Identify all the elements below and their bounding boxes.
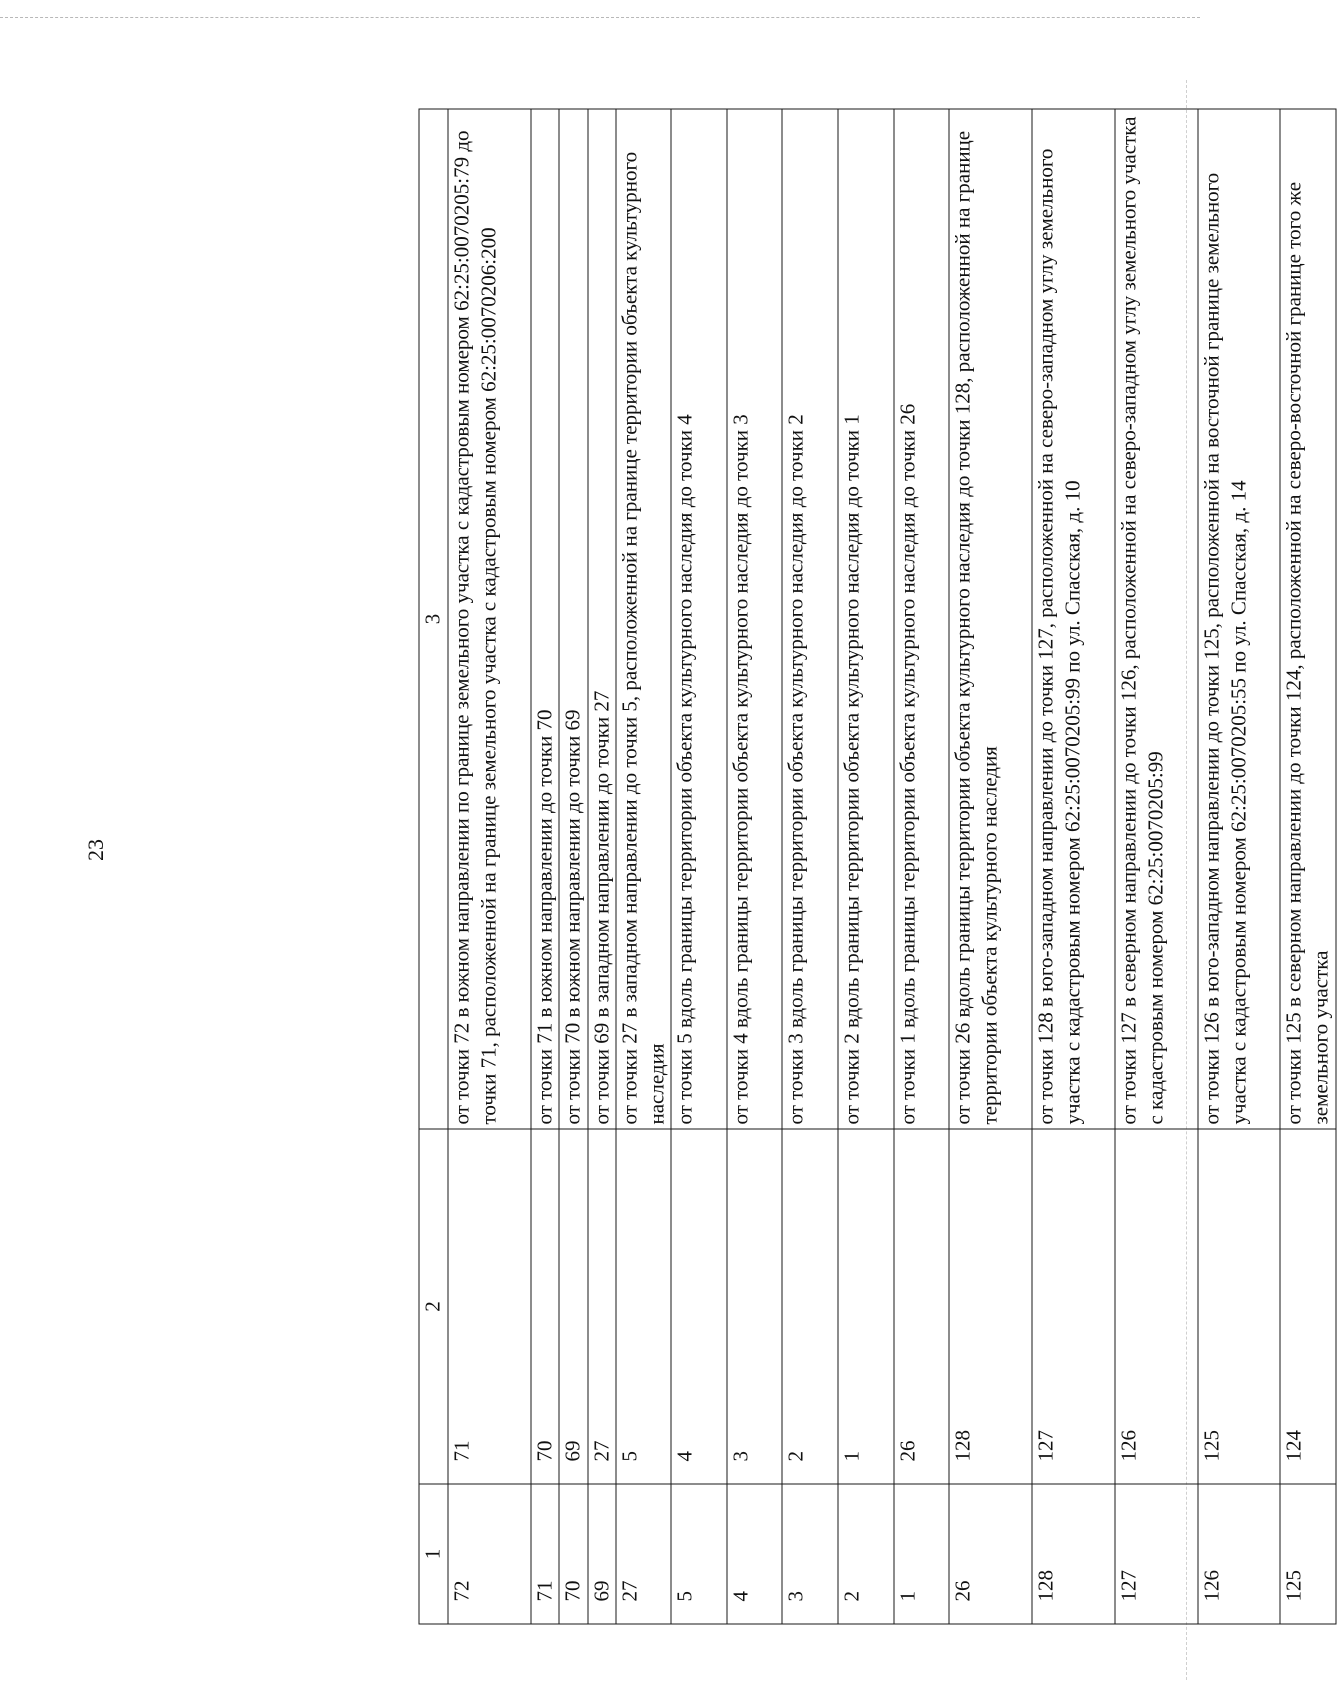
column-header-2: 2 — [419, 1129, 448, 1484]
description-cell: от точки 125 в северном направлении до точки 124, расположенной на северо-восточной границе того же земельного участка — [1280, 109, 1336, 1129]
table-row — [588, 109, 616, 1624]
point-to-cell: 5 — [616, 1129, 672, 1484]
point-from-cell: 4 — [727, 1484, 783, 1624]
point-to-cell: 70 — [531, 1129, 559, 1484]
point-from-cell: 2 — [838, 1484, 894, 1624]
point-from-cell: 69 — [588, 1484, 616, 1624]
column-header-3: 3 — [419, 109, 448, 1129]
table-row — [838, 109, 894, 1624]
point-to-cell: 4 — [671, 1129, 727, 1484]
column-header-1: 1 — [419, 1484, 448, 1624]
point-from-cell: 127 — [1115, 1484, 1198, 1624]
point-from-cell: 1 — [894, 1484, 950, 1624]
boundary-table — [419, 109, 1337, 1625]
table-row — [1280, 109, 1336, 1624]
description-cell: от точки 2 вдоль границы территории объекта культурного наследия до точки 1 — [838, 109, 894, 1129]
point-from-cell: 125 — [1280, 1484, 1336, 1624]
table-row — [949, 109, 1032, 1624]
description-cell: от точки 4 вдоль границы территории объекта культурного наследия до точки 3 — [727, 109, 783, 1129]
table-row — [1032, 109, 1115, 1624]
table-row — [782, 109, 838, 1624]
description-cell: от точки 3 вдоль границы территории объекта культурного наследия до точки 2 — [782, 109, 838, 1129]
point-from-cell: 3 — [782, 1484, 838, 1624]
table-row — [448, 109, 531, 1624]
description-cell: от точки 126 в юго-западном направлении до точки 125, расположенной на восточной границе земельного участка с кадастровым номером 62:25:0070205:55 по ул. Спасская, д. 14 — [1198, 109, 1281, 1129]
point-to-cell: 128 — [949, 1129, 1032, 1484]
description-cell: от точки 128 в юго-западном направлении до точки 127, расположенной на северо-западном углу земельного участка с кадастровым номером 62:25:0070205:99 по ул. Спасская, д. 10 — [1032, 109, 1115, 1129]
boundary-table-container — [419, 110, 1337, 1625]
description-cell: от точки 127 в северном направлении до точки 126, расположенной на северо-западном углу земельного участка с кадастровым номером 62:25:0070205:99 — [1115, 109, 1198, 1129]
point-from-cell: 71 — [531, 1484, 559, 1624]
point-to-cell: 26 — [894, 1129, 950, 1484]
point-to-cell: 127 — [1032, 1129, 1115, 1484]
point-from-cell: 26 — [949, 1484, 1032, 1624]
point-to-cell: 71 — [448, 1129, 531, 1484]
point-to-cell: 125 — [1198, 1129, 1281, 1484]
point-from-cell: 128 — [1032, 1484, 1115, 1624]
point-to-cell: 27 — [588, 1129, 616, 1484]
table-row — [1198, 109, 1281, 1624]
point-to-cell: 126 — [1115, 1129, 1198, 1484]
description-cell: от точки 72 в южном направлении по границе земельного участка с кадастровым номером 62:25:0070205:79 до точки 71, расположенной на границе земельного участка с кадастровым номером 62:25:0070206:200 — [448, 109, 531, 1129]
page-number: 23 — [83, 839, 108, 861]
table-header-row — [419, 109, 448, 1624]
point-from-cell: 126 — [1198, 1484, 1281, 1624]
description-cell: от точки 71 в южном направлении до точки 70 — [531, 109, 559, 1129]
table-row — [894, 109, 950, 1624]
point-from-cell: 27 — [616, 1484, 672, 1624]
table-row — [616, 109, 672, 1624]
point-from-cell: 70 — [559, 1484, 587, 1624]
point-from-cell: 5 — [671, 1484, 727, 1624]
point-to-cell: 3 — [727, 1129, 783, 1484]
point-to-cell: 124 — [1280, 1129, 1336, 1484]
description-cell: от точки 70 в южном направлении до точки 69 — [559, 109, 587, 1129]
point-from-cell: 72 — [448, 1484, 531, 1624]
point-to-cell: 69 — [559, 1129, 587, 1484]
description-cell: от точки 27 в западном направлении до точки 5, расположенной на границе территории объекта культурного наследия — [616, 109, 672, 1129]
description-cell: от точки 1 вдоль границы территории объекта культурного наследия до точки 26 — [894, 109, 950, 1129]
scan-edge-top — [0, 17, 1200, 18]
description-cell: от точки 5 вдоль границы территории объекта культурного наследия до точки 4 — [671, 109, 727, 1129]
table-row — [559, 109, 587, 1624]
table-row — [531, 109, 559, 1624]
table-row — [727, 109, 783, 1624]
description-cell: от точки 69 в западном направлении до точки 27 — [588, 109, 616, 1129]
table-row — [1115, 109, 1198, 1624]
point-to-cell: 1 — [838, 1129, 894, 1484]
description-cell: от точки 26 вдоль границы территории объекта культурного наследия до точки 128, расположенной на границе территории объекта культурного наследия — [949, 109, 1032, 1129]
point-to-cell: 2 — [782, 1129, 838, 1484]
table-row — [671, 109, 727, 1624]
